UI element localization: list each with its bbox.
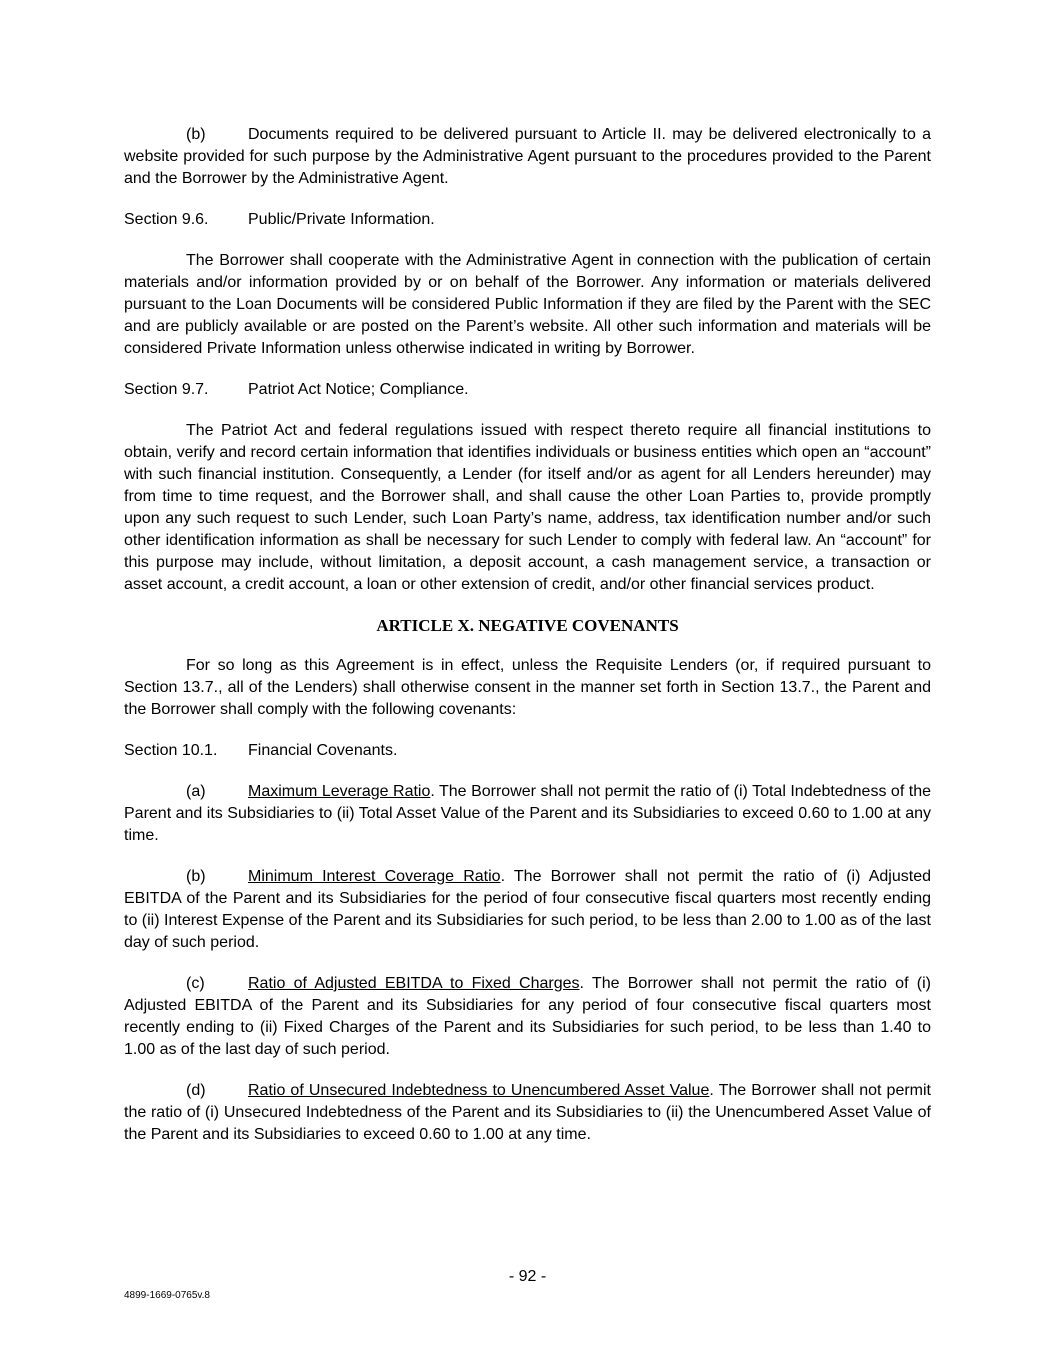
- section-9-7-body: The Patriot Act and federal regulations issued with respect thereto require all financial institutions to obtain, verify and record certain information that identifies individuals or business entities which open an “account” with such financial institution. Consequently, a Lender (for itself and/or as agent for all Lenders hereunder) may from time to time request, and the Borrower shall, and shall cause the other Loan Parties to, provide promptly upon any such request to such Lender, such Loan Party’s name, address, tax identification number and/or such other identification information as shall be necessary for such Lender to comply with federal law. An “account” for this purpose may include, without limitation, a deposit account, a cash management service, a transaction or asset account, a credit account, a loan or other extension of credit, and/or other financial services product.: [124, 422, 931, 593]
- covenant-item: [124, 781, 931, 847]
- section-number: Section 9.6.: [124, 211, 209, 228]
- section-9-7-heading: [124, 379, 931, 401]
- page-number: - 92 -: [508, 1268, 547, 1285]
- section-title: Patriot Act Notice; Compliance.: [248, 381, 469, 398]
- covenant-text: . The Borrower shall not permit the ratio of (i) Unsecured Indebtedness of the Parent and its Subsidiaries to (ii) the Unencumbered Asset Value of the Parent and its Subsidiaries to exceed 0.60 to 1.00 at any time.: [124, 1082, 931, 1143]
- clause-marker: (b): [186, 126, 206, 143]
- covenant-text: . The Borrower shall not permit the ratio of (i) Total Indebtedness of the Parent and its Subsidiaries to (ii) Total Asset Value of the Parent and its Subsidiaries to exceed 0.60 to 1.00 at any time.: [124, 783, 931, 844]
- document-page: [124, 124, 931, 1165]
- clause-marker: (d): [186, 1082, 206, 1099]
- covenant-heading: Minimum Interest Coverage Ratio: [248, 868, 501, 885]
- covenant-text: . The Borrower shall not permit the ratio of (i) Adjusted EBITDA of the Parent and its Subsidiaries for the period of four consecutive fiscal quarters most recently ending to (ii) Interest Expense of the Parent and its Subsidiaries for such period, to be less than 2.00 to 1.00 as of the last day of such period.: [124, 868, 932, 951]
- covenant-item: [124, 973, 931, 1061]
- section-number: Section 10.1.: [124, 742, 218, 759]
- clause-text: Documents required to be delivered pursuant to Article II. may be delivered electronically to a website provided for such purpose by the Administrative Agent pursuant to the procedures provided to the Parent and the Borrower by the Administrative Agent.: [124, 126, 931, 187]
- document-id: 4899-1669-0765v.8: [124, 1290, 210, 1301]
- article-x-title: ARTICLE X. NEGATIVE COVENANTS: [376, 616, 679, 635]
- clause-marker: (a): [186, 783, 206, 800]
- clause-marker: (b): [186, 868, 206, 885]
- article-x-intro: For so long as this Agreement is in effect, unless the Requisite Lenders (or, if required pursuant to Section 13.7., all of the Lenders) shall otherwise consent in the manner set forth in Section 13.7., the Parent and the Borrower shall comply with the following covenants:: [124, 657, 931, 718]
- paragraph-9-5-b: [124, 124, 931, 190]
- covenant-heading: Ratio of Unsecured Indebtedness to Unencumbered Asset Value: [248, 1082, 710, 1099]
- section-9-6-body: The Borrower shall cooperate with the Administrative Agent in connection with the publication of certain materials and/or information provided by or on behalf of the Borrower. Any information or materials delivered pursuant to the Loan Documents will be considered Public Information if they are filed by the Parent with the SEC and are publicly available or are posted on the Parent’s website. All other such information and materials will be considered Private Information unless otherwise indicated in writing by Borrower.: [124, 252, 931, 357]
- covenant-text: . The Borrower shall not permit the ratio of (i) Adjusted EBITDA of the Parent and its Subsidiaries for any period of four consecutive fiscal quarters most recently ending to (ii) Fixed Charges of the Parent and its Subsidiaries for such period, to be less than 1.40 to 1.00 as of the last day of such period.: [124, 975, 931, 1058]
- covenant-heading: Ratio of Adjusted EBITDA to Fixed Charges: [248, 975, 580, 992]
- section-number: Section 9.7.: [124, 381, 209, 398]
- section-title: Financial Covenants.: [248, 742, 398, 759]
- covenant-item: [124, 866, 931, 954]
- section-9-6-heading: [124, 209, 931, 231]
- section-10-1-heading: [124, 740, 931, 762]
- covenant-heading: Maximum Leverage Ratio: [248, 783, 431, 800]
- section-title: Public/Private Information.: [248, 211, 435, 228]
- clause-marker: (c): [186, 975, 205, 992]
- covenant-item: [124, 1080, 931, 1146]
